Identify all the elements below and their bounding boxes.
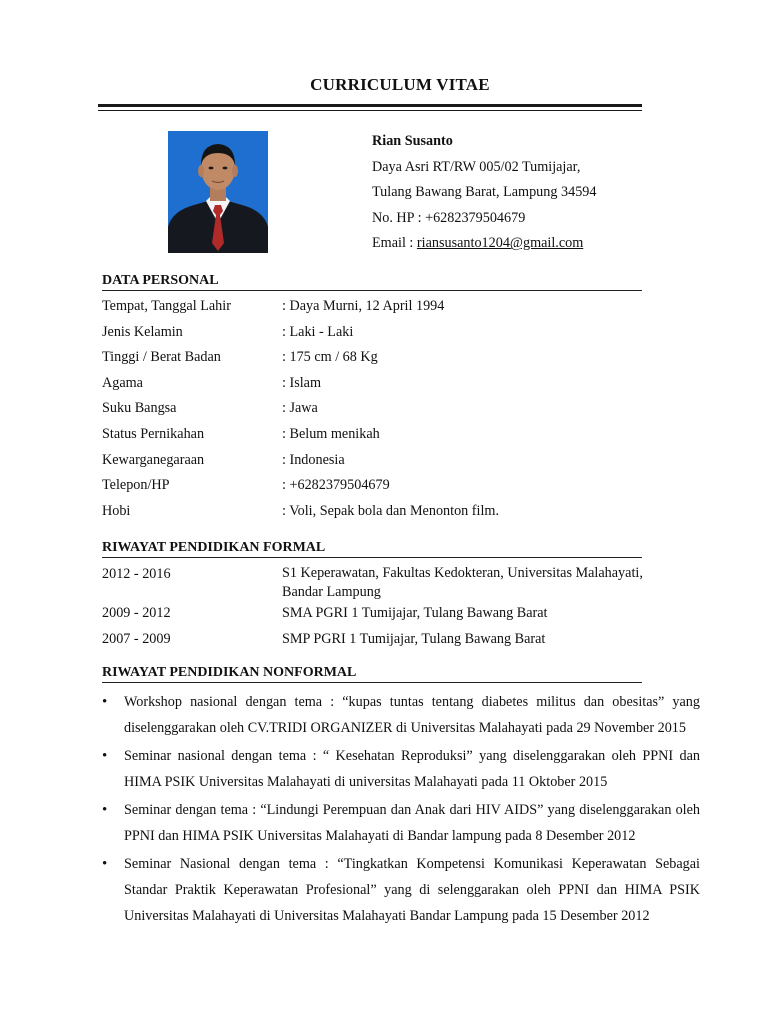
list-item: • Seminar nasional dengan tema : “ Kesehatan Reproduksi” yang diselenggarakan oleh PPNI dan HIMA PSIK Universitas Malahayati di universitas Malahayati pada 11 Oktober 2015 (102, 743, 700, 795)
personal-value: : Belum menikah (282, 426, 380, 442)
email-link[interactable]: riansusanto1204@gmail.com (416, 235, 584, 252)
personal-value: : Laki - Laki (282, 324, 354, 340)
list-item: • Seminar dengan tema : “Lindungi Perempuan dan Anak dari HIV AIDS” yang diselenggarakan oleh PPNI dan HIMA PSIK Universitas Malahayati di Bandar lampung pada 8 Desember 2012 (102, 797, 700, 849)
address-line-1: Daya Asri RT/RW 005/02 Tumijajar, (372, 158, 581, 175)
personal-label: Telepon/HP (102, 477, 170, 493)
personal-value: : 175 cm / 68 Kg (282, 349, 378, 365)
education-school: S1 Keperawatan, Fakultas Kedokteran, Universitas Malahayati, Bandar Lampung (282, 565, 643, 600)
candidate-name: Rian Susanto (372, 133, 453, 149)
title-rule-thin (98, 110, 642, 111)
title-rule-thick (98, 104, 642, 107)
personal-label: Status Pernikahan (102, 426, 205, 442)
personal-label: Hobi (102, 503, 131, 519)
personal-label: Tinggi / Berat Badan (102, 349, 221, 365)
education-years: 2007 - 2009 (102, 631, 171, 647)
section-heading-formal: RIWAYAT PENDIDIKAN FORMAL (102, 539, 642, 558)
personal-value: : Islam (282, 375, 322, 391)
bullet-icon: • (102, 748, 108, 764)
education-school: SMP PGRI 1 Tumijajar, Tulang Bawang Barat (282, 631, 546, 647)
address-line-2: Tulang Bawang Barat, Lampung 34594 (372, 184, 597, 201)
personal-value: : Daya Murni, 12 April 1994 (282, 298, 445, 314)
section-heading-nonformal: RIWAYAT PENDIDIKAN NONFORMAL (102, 664, 642, 683)
profile-photo (168, 131, 268, 253)
personal-label: Kewarganegaraan (102, 452, 205, 468)
personal-value: : Indonesia (282, 452, 345, 468)
email-line (372, 233, 596, 259)
section-heading-personal: DATA PERSONAL (102, 272, 642, 291)
education-years: 2012 - 2016 (102, 566, 171, 582)
personal-value: : Voli, Sepak bola dan Menonton film. (282, 503, 500, 519)
personal-label: Jenis Kelamin (102, 324, 183, 340)
bullet-icon: • (102, 694, 108, 710)
education-school: SMA PGRI 1 Tumijajar, Tulang Bawang Barat (282, 605, 548, 621)
contact-block (372, 131, 596, 259)
personal-value: : Jawa (282, 400, 318, 416)
cv-title: CURRICULUM VITAE (310, 75, 490, 94)
personal-value: : +6282379504679 (282, 477, 390, 493)
bullet-icon: • (102, 856, 108, 872)
email-label: Email : (372, 235, 417, 252)
phone-line: No. HP : +6282379504679 (372, 209, 526, 226)
nonformal-list (102, 689, 700, 929)
personal-label: Tempat, Tanggal Lahir (102, 298, 231, 314)
personal-label: Suku Bangsa (102, 400, 177, 416)
personal-label: Agama (102, 375, 143, 391)
bullet-icon: • (102, 802, 108, 818)
list-item: • Workshop nasional dengan tema : “kupas tuntas tentang diabetes militus dan obesitas” yang diselenggarakan oleh CV.TRIDI ORGANIZER di Universitas Malahayati pada 29 November 2015 (102, 689, 700, 741)
education-years: 2009 - 2012 (102, 605, 171, 621)
list-item: • Seminar Nasional dengan tema : “Tingkatkan Kompetensi Komunikasi Keperawatan Sebagai Standar Praktik Keperawatan Profesional” yang di selenggarakan oleh PPNI dan HIMA PSIK Universitas Malahayati di Universitas Malahayati Bandar Lampung pada 15 Desember 2012 (102, 851, 700, 929)
